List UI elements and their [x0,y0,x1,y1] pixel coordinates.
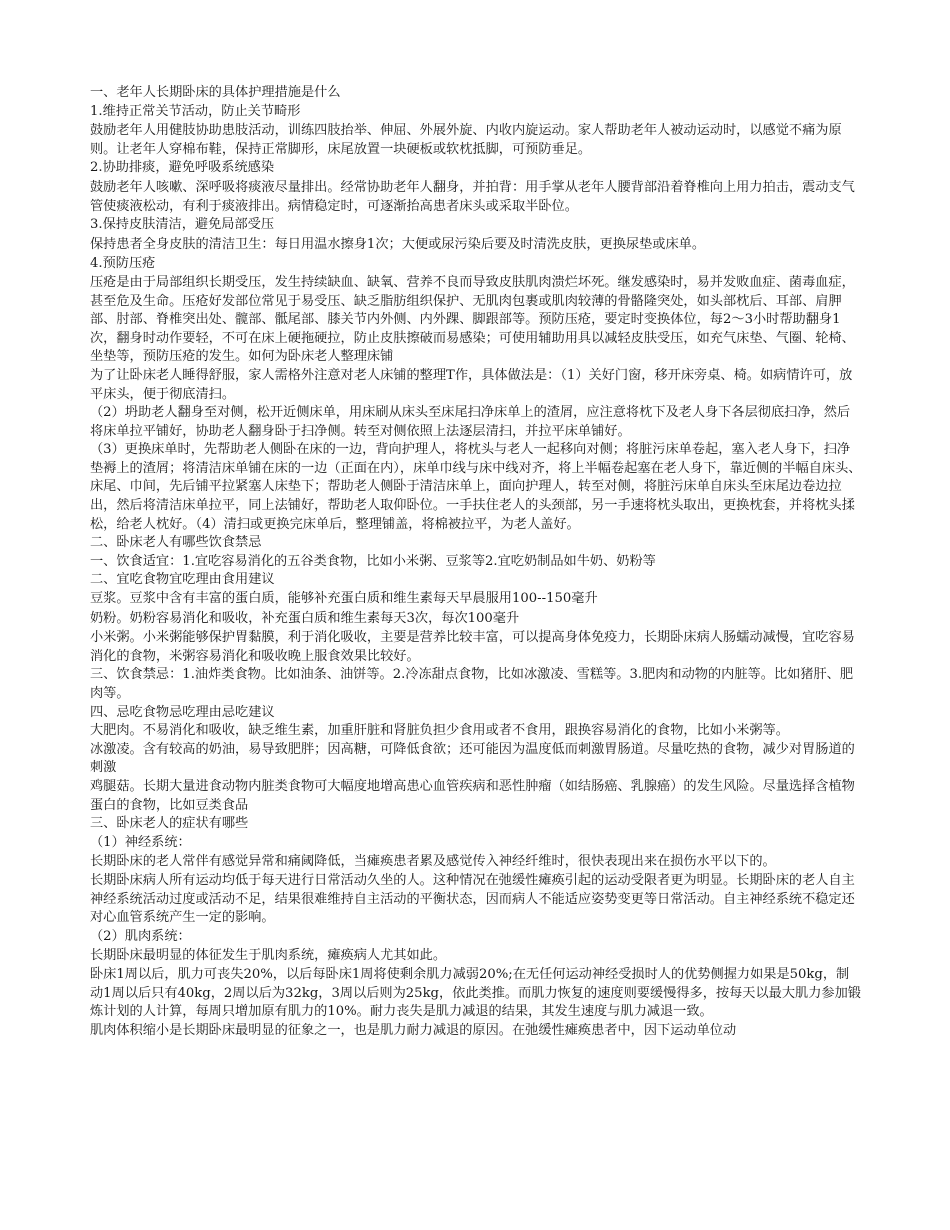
paragraph-milk-powder: 奶粉。奶粉容易消化和吸收，补充蛋白质和维生素每天3次，每次100毫升 [90,610,520,626]
paragraph-bed-making: 为了让卧床老人睡得舒服，家人需格外注意对老人床铺的整理T作，具体做法是：（1）关好门窗，移开床旁桌、椅。如病情许可，放平床头，便于彻底清扫。 [90,367,853,402]
paragraph-diet-taboo: 三、饮食禁忌：1.油炸类食物。比如油条、油饼等。2.冷冻甜点食物，比如冰激凌、雪糕等。3.肥肉和动物的内脏等。比如猪肝、肥肉等。 [90,667,854,701]
subheading-pressure-sores: 4.预防压疮 [90,256,156,272]
subheading-joint-activity: 1.维持正常关节活动，防止关节畸形 [90,103,301,119]
paragraph-skin-clean: 保持患者全身皮肤的清洁卫生：每日用温水擦身1次；大便或尿污染后要及时清洗皮肤，更换尿垫或床单。 [90,236,706,252]
subheading-avoid-foods: 四、忌吃食物忌吃理由忌吃建议 [90,704,275,720]
paragraph-nervous-2: 长期卧床病人所有运动均低于每天进行日常活动久坐的人。这种情况在弛缓性瘫痪引起的运动受限者更为明显。长期卧床的老人自主神经系统活动过度或活动不足，结果很难维持自主活动的平衡状态，因而病人不能适应姿势变更等日常活动。自主神经系统不稳定还对心血管系统产生一定的影响。 [90,872,855,926]
subheading-muscle-system: （2）肌肉系统： [90,928,191,944]
subheading-suitable-foods: 二、宜吃食物宜吃理由食用建议 [90,572,275,588]
paragraph-nervous-1: 长期卧床的老人常伴有感觉异常和痛阈降低，当瘫痪患者累及感觉传入神经纤维时，很快表现出来在损伤水平以下的。 [90,854,776,870]
paragraph-muscle-1: 长期卧床最明显的体征发生于肌肉系统，瘫痪病人尤其如此。 [90,948,447,964]
section-heading-1: 一、老年人长期卧床的具体护理措施是什么 [90,85,341,100]
subheading-nervous-system: （1）神经系统： [90,834,191,850]
section-heading-3: 三、卧床老人的症状有哪些 [90,816,249,832]
paragraph-diet-suitable: 一、饮食适宜：1.宜吃容易消化的五谷类食物，比如小米粥、豆浆等2.宜吃奶制品如牛奶、奶粉等 [90,553,656,569]
paragraph-sputum: 鼓励老年人咳嗽、深呼吸将痰液尽量排出。经常协助老年人翻身，并拍背：用手掌从老年人腰背部沿着脊椎向上用力拍击，震动支气管使痰液松动，有利于痰液排出。病情稳定时，可逐渐抬高患者床头或采取半卧位。 [90,179,855,214]
paragraph-millet-porridge: 小米粥。小米粥能够保护胃黏膜，利于消化吸收，主要是营养比较丰富，可以提高身体免疫力，长期卧床病人肠蠕动减慢，宜吃容易消化的食物，米粥容易消化和吸收晚上服食效果比较好。 [90,630,855,664]
paragraph-bed-step-2: （2）坍助老人翻身至对侧，松开近侧床单，用床刷从床头至床尾扫净床单上的渣屑，应注意将枕下及老人身下各层彻底扫净，然后将床单拉平铺好，协助老人翻身卧于扫净侧。转至对侧依照上法逐层清扫，并拉平床单铺好。 [90,405,851,439]
subheading-skin-clean: 3.保持皮肤清洁，避免局部受压 [90,217,275,233]
paragraph-joint-activity: 鼓励老年人用健肢协助患肢活动，训练四肢抬举、伸屈、外展外旋、内收内旋运动。家人帮助老年人被动运动时，以感觉不痛为原则。让老年人穿棉布鞋，保持正常脚形，床尾放置一块硬板或软枕抵脚，可预防垂足。 [90,123,842,157]
paragraph-soy-milk: 豆浆。豆浆中含有丰富的蛋白质，能够补充蛋白质和维生素每天早晨服用100--150毫升 [90,591,598,607]
paragraph-bed-step-3: （3）更换床单时，先帮助老人侧卧在床的一边，背向护理人，将枕头与老人一起移向对侧；将脏污床单卷起，塞入老人身下，扫净垫褥上的渣屑；将清洁床单铺在床的一边（正面在内），床单巾线与床中线对齐，将上半幅卷起塞在老人身下，靠近侧的半幅自床头、床尾、巾间，先后铺平拉紧塞人床垫下；帮助老人侧卧于清洁床单上，面向护理人，转至对侧，将脏污床单自床头至床尾边卷边拉出，然后将清洁床单拉平，同上法铺好，帮助老人取仰卧位。一手扶住老人的头颈部，另一手速将枕头取出，更换枕套，并将枕头揉松，给老人枕好。（4）清扫或更换完床单后，整理铺盖，将棉被拉平，为老人盖好。 [90,442,862,532]
paragraph-mushroom: 鸡腿菇。长期大量进食动物内脏类食物可大幅度地增高患心血管疾病和恶性肿瘤（如结肠癌、乳腺癌）的发生风险。尽量选择含植物蛋白的食物，比如豆类食品 [90,778,855,813]
section-heading-2: 二、卧床老人有哪些饮食禁忌 [90,535,262,551]
subheading-sputum: 2.协助排痰，避免呼吸系统感染 [90,160,275,176]
paragraph-pressure-sores: 压疮是由于局部组织长期受压，发生持续缺血、缺氧、营养不良而导致皮肤肌肉溃烂坏死。继发感染时，易并发败血症、菌毒血症，甚至危及生命。压疮好发部位常见于易受压、缺乏脂肪组织保护、无肌肉包裹或肌肉较薄的骨骼隆突处，如头部枕后、耳部、肩胛部、肘部、脊椎突出处、髋部、骶尾部、膝关节内外侧、内外踝、脚跟部等。预防压疮，要定时变换体位，每2～3小时帮助翻身1次，翻身时动作要轻，不可在床上硬拖硬拉，防止皮肤擦破而易感染；可使用辅助用具以减轻皮肤受压，如充气床垫、气圈、轮椅、坐垫等，预防压疮的发生。如何为卧床老人整理床铺 [90,274,855,365]
paragraph-fatty-meat: 大肥肉。不易消化和吸收，缺乏维生素，加重肝脏和肾脏负担少食用或者不食用，跟换容易消化的食物，比如小米粥等。 [90,723,789,739]
paragraph-ice-cream: 冰激凌。含有较高的奶油，易导致肥胖；因高糖，可降低食欲；还可能因为温度低而刺激胃肠道。尽量吃热的食物，减少对胃肠道的刺激 [90,741,855,776]
document-body [90,84,862,1040]
paragraph-muscle-2: 卧床1周以后，肌力可丧失20%，以后每卧床1周将使剩余肌力减弱20%;在无任何运动神经受损时人的优势侧握力如果是50kg，制动1周以后只有40kg，2周以后为32kg，3周以后则为25kg，依此类推。而肌力恢复的速度则要缓慢得多，按每天以最大肌力参加锻炼计划的人计算，每周只增加原有肌力的10%。耐力丧失是肌力减退的结果，其发生速度与肌力减退一致。 [90,966,861,1020]
paragraph-muscle-3: 肌肉体积缩小是长期卧床最明显的征象之一，也是肌力耐力减退的原因。在弛缓性瘫痪患者中，因下运动单位动 [90,1022,737,1038]
